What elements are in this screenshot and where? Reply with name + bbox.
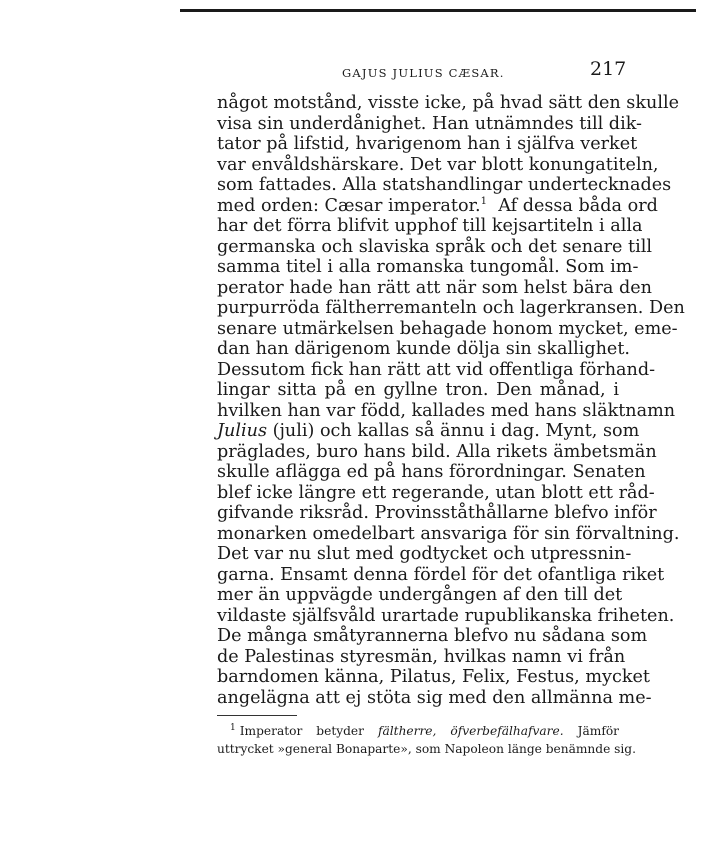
text-line: barndomen känna, Pilatus, Felix, Festus, mycket [217, 667, 650, 687]
text-line: De många småtyrannerna blefvo nu sådana som [217, 626, 648, 646]
text-line: något motstånd, visste icke, på hvad sätt den skulle [217, 93, 679, 113]
text-fragment: Af dessa båda ord [498, 195, 658, 216]
text-line: angelägna att ej stöta sig med den allmänna me- [217, 687, 652, 708]
text-line: som fattades. Alla statshandlingar undertecknades [217, 175, 672, 195]
footnote-line [217, 722, 619, 740]
text-line-with-footnote [217, 195, 658, 217]
text-line: samma titel i alla romanska tungomål. Som im- [217, 257, 639, 277]
footnote-marker: 1 [230, 722, 236, 733]
text-line: blef icke längre ett regerande, utan blott ett råd- [217, 482, 655, 503]
text-line: perator hade han rätt att när som helst bära den [217, 277, 652, 298]
text-line: purpurröda fältherremanteln och lagerkransen. Den [217, 298, 685, 318]
text-line: gifvande riksråd. Provinsståthållarne blefvo inför [217, 503, 657, 523]
text-line: dan han därigenom kunde dölja sin skallighet. [217, 339, 630, 359]
text-line: Dessutom fick han rätt att vid offentliga förhand- [217, 359, 656, 380]
text-line: monarken omedelbart ansvariga för sin förvaltning. [217, 523, 680, 544]
text-line: germanska och slaviska språk och det senare till [217, 236, 652, 257]
text-line-with-italic [217, 421, 640, 442]
text-line: skulle aflägga ed på hans förordningar. Senaten [217, 462, 646, 482]
footnote-italic: fältherre, öfverbefälhafvare. [378, 724, 564, 738]
text-line: lingar sitta på en gyllne tron. Den månad, i [217, 380, 619, 400]
footnote-text: Imperator betyder [239, 724, 364, 738]
text-line: hvilken han var född, kallades med hans släktnamn [217, 400, 676, 421]
footnote [217, 722, 636, 758]
text-line: mer än uppvägde undergången af den till det [217, 585, 623, 605]
text-line: senare utmärkelsen behagade honom mycket, eme- [217, 318, 678, 339]
footnote-line: uttrycket »general Bonaparte», som Napoleon länge benämnde sig. [217, 742, 636, 756]
text-fragment: med orden: Cæsar imperator. [217, 195, 481, 216]
footnote-reference: 1 [480, 195, 487, 207]
running-title: GAJUS JULIUS CÆSAR. [342, 66, 505, 80]
text-line: Det var nu slut med godtycket och utpressnin- [217, 544, 632, 564]
text-line: vildaste själfsvåld urartade rupublikanska friheten. [217, 605, 675, 626]
text-line: garna. Ensamt denna fördel för det ofantliga riket [217, 564, 665, 585]
text-line: har det förra blifvit upphof till kejsartiteln i alla [217, 216, 643, 236]
page-number: 217 [590, 58, 627, 80]
text-fragment: (juli) och kallas så ännu i dag. Mynt, som [272, 421, 640, 441]
top-rule [180, 9, 696, 12]
text-line: var envåldshärskare. Det var blott konungatiteln, [217, 154, 659, 175]
text-line: präglades, buro hans bild. Alla rikets ämbetsmän [217, 441, 657, 462]
text-line: de Palestinas styresmän, hvilkas namn vi från [217, 646, 626, 667]
footnote-text: Jämför [577, 724, 619, 738]
footnote-rule [217, 715, 297, 716]
italic-word: Julius [217, 421, 267, 441]
text-line: tator på lifstid, hvarigenom han i själfva verket [217, 134, 638, 154]
text-line: visa sin underdånighet. Han utnämndes till dik- [217, 113, 642, 134]
body-text [217, 93, 685, 708]
